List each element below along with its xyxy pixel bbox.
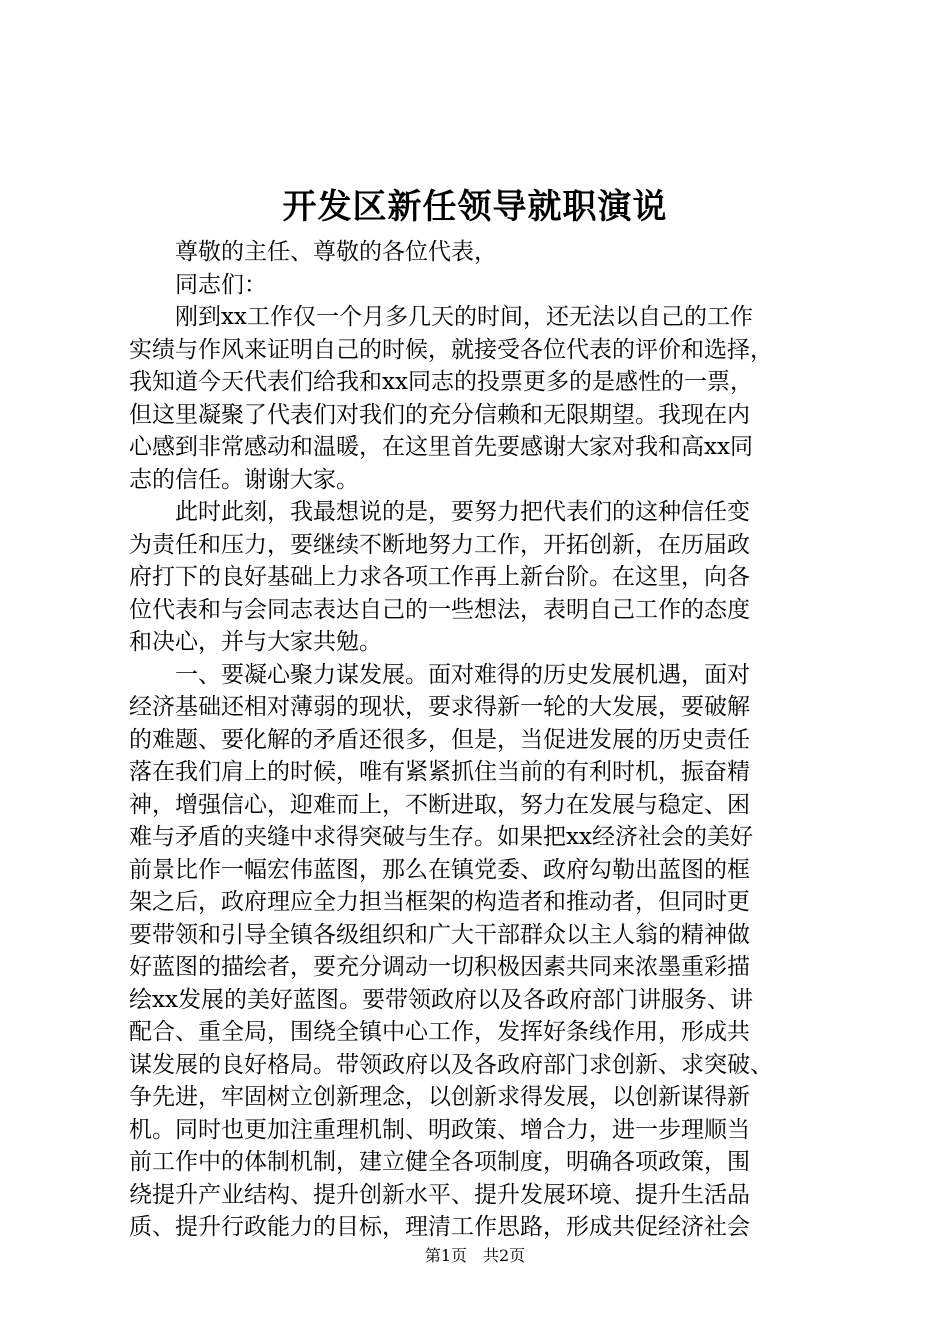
document-body (129, 236, 829, 1244)
text-line: 为责任和压力，要继续不断地努力工作，开拓创新，在历届政 (129, 531, 750, 558)
text-line: 绕提升产业结构、提升创新水平、提升发展环境、提升生活品 (129, 1181, 750, 1208)
text-line: 绘xx发展的美好蓝图。要带领政府以及各政府部门讲服务、讲 (129, 986, 753, 1013)
text-line: 配合、重全局，围绕全镇中心工作，发挥好条线作用，形成共 (129, 1019, 750, 1045)
text-line: 难与矛盾的夹缝中求得突破与生存。如果把xx经济社会的美好 (129, 824, 753, 850)
text-line: 好蓝图的描绘者，要充分调动一切积极因素共同来浓墨重彩描 (129, 954, 750, 980)
text-line: 机。同时也更加注重理机制、明政策、增合力，进一步理顺当 (129, 1116, 750, 1143)
text-line: 经济基础还相对薄弱的现状，要求得新一轮的大发展，要破解 (129, 694, 750, 720)
text-line: 同志们： (129, 271, 267, 298)
text-line: 和决心，并与大家共勉。 (129, 629, 382, 655)
text-line: 刚到xx工作仅一个月多几天的时间，还无法以自己的工作 (129, 304, 753, 330)
text-line: 质、提升行政能力的目标，理清工作思路，形成共促经济社会 (129, 1214, 750, 1240)
text-line: 要带领和引导全镇各级组织和广大干部群众以主人翁的精神做 (129, 921, 750, 948)
text-line: 府打下的良好基础上力求各项工作再上新台阶。在这里，向各 (129, 564, 750, 590)
text-line: 前景比作一幅宏伟蓝图，那么在镇党委、政府勾勒出蓝图的框 (129, 856, 750, 883)
page-footer: 第1页 共2页 (424, 1246, 526, 1265)
text-line: 尊敬的主任、尊敬的各位代表， (129, 239, 497, 265)
text-line: 心感到非常感动和温暖，在这里首先要感谢大家对我和高xx同 (129, 434, 753, 460)
text-line: 但这里凝聚了代表们对我们的充分信赖和无限期望。我现在内 (129, 401, 750, 428)
text-line: 神，增强信心，迎难而上，不断进取，努力在发展与稳定、困 (129, 791, 750, 818)
text-line: 的难题、要化解的矛盾还很多，但是，当促进发展的历史责任 (129, 726, 750, 753)
text-line: 争先进，牢固树立创新理念，以创新求得发展，以创新谋得新 (129, 1084, 750, 1110)
text-line: 前工作中的体制机制，建立健全各项制度，明确各项政策，围 (129, 1149, 750, 1175)
text-line: 此时此刻，我最想说的是，要努力把代表们的这种信任变 (129, 499, 750, 525)
text-line: 位代表和与会同志表达自己的一些想法，表明自己工作的态度 (129, 596, 750, 623)
text-line: 落在我们肩上的时候，唯有紧紧抓住当前的有利时机，振奋精 (129, 759, 750, 785)
text-line: 我知道今天代表们给我和xx同志的投票更多的是感性的一票， (129, 369, 753, 395)
text-line: 架之后，政府理应全力担当框架的构造者和推动者，但同时更 (129, 889, 750, 915)
text-line: 实绩与作风来证明自己的时候，就接受各位代表的评价和选择， (129, 336, 773, 363)
document-title: 开发区新任领导就职演说 (282, 187, 668, 227)
text-line: 一、要凝心聚力谋发展。面对难得的历史发展机遇，面对 (129, 661, 750, 688)
text-line: 谋发展的良好格局。带领政府以及各政府部门求创新、求突破、 (129, 1051, 773, 1078)
text-line: 志的信任。谢谢大家。 (129, 466, 359, 493)
